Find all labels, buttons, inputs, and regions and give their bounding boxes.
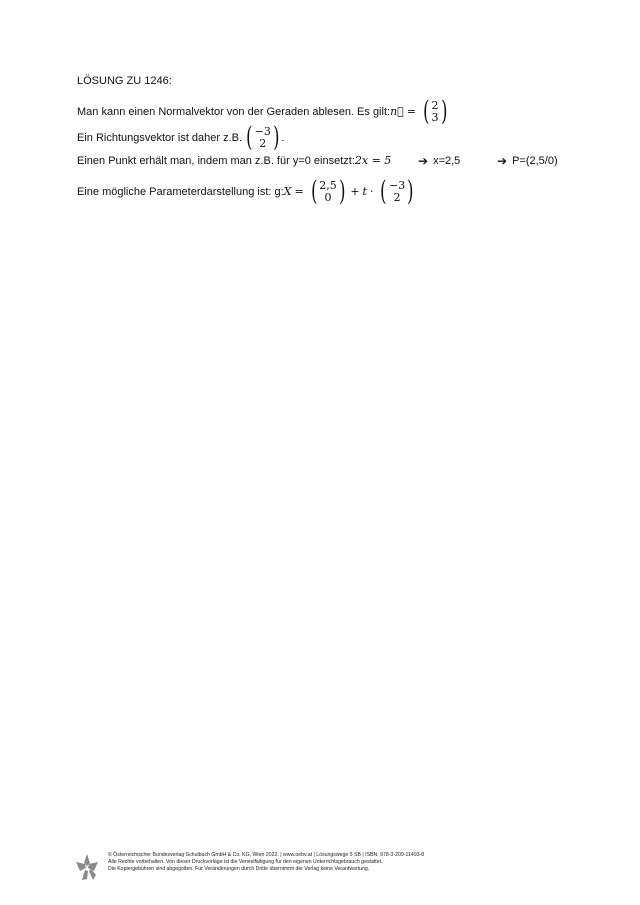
vector-component: 0 [324,190,332,204]
direction-vector-param: ( −3 2 ) [380,176,414,207]
vector-component: 3 [431,110,439,124]
result-x [418,154,460,168]
vector-component: −3 [254,124,271,138]
result-point-text: P=(2,5/0) [512,155,558,167]
direction-vector: ( −3 2 ) [246,122,280,153]
footer-text [108,852,424,873]
direction-vector-line [77,124,284,151]
vector-component: 2 [393,190,401,204]
result-point [497,154,558,168]
right-arrow-icon: ➔ [418,154,429,168]
parameter-text: Eine mögliche Parameterdarstellung ist: g: [77,185,284,198]
dot-sign: · [369,185,374,198]
footer [74,852,424,882]
plus-sign: + [350,185,360,198]
normal-vector-text: Man kann einen Normalvektor von der Geraden ablesen. Es gilt: [77,105,391,118]
vector-component: −3 [389,178,406,192]
position-vector: ( 2,5 0 ) [310,176,346,207]
vector-component: 2 [431,98,439,112]
point-line [77,154,391,167]
equals-sign: = [294,185,304,198]
x-variable: X [283,185,292,198]
result-x-text: x=2,5 [433,155,461,167]
normal-vector-line [77,98,449,125]
footer-copyright: © Österreichischer Bundesverlag Schulbuch GmbH & Co. KG, Wien 2022. | www.oebv.at | Lösungswege 5 SB | ISBN: 978-3-209-11493-8 [108,852,425,858]
vector-component: 2 [259,136,267,150]
direction-vector-text: Ein Richtungsvektor ist daher z.B. [77,131,243,144]
footer-disclaimer: Die Kopiergebühren sind abgegolten. Für Veränderungen durch Dritte übernimmt der Verlag keine Verantwortung. [108,866,370,872]
equals-sign: = [406,105,416,118]
normal-vector-symbol: n⃗ [390,105,404,118]
vector-component: 2,5 [319,178,337,192]
oebv-logo-icon [74,852,100,882]
point-text: Einen Punkt erhält man, indem man z.B. für y=0 einsetzt: [77,154,355,167]
sentence-end: . [281,131,285,144]
normal-vector: ( 2 3 ) [423,96,447,127]
solution-title: LÖSUNG ZU 1246: [77,75,172,87]
t-parameter: t [362,185,367,198]
equation: 2x = 5 [354,154,392,167]
right-arrow-icon: ➔ [497,154,508,168]
footer-rights: Alle Rechte vorbehalten. Von dieser Druckvorlage ist die Vervielfältigung für den eigenen Unterrichtsgebrauch gestattet. [108,859,383,865]
parameter-line [77,178,416,205]
